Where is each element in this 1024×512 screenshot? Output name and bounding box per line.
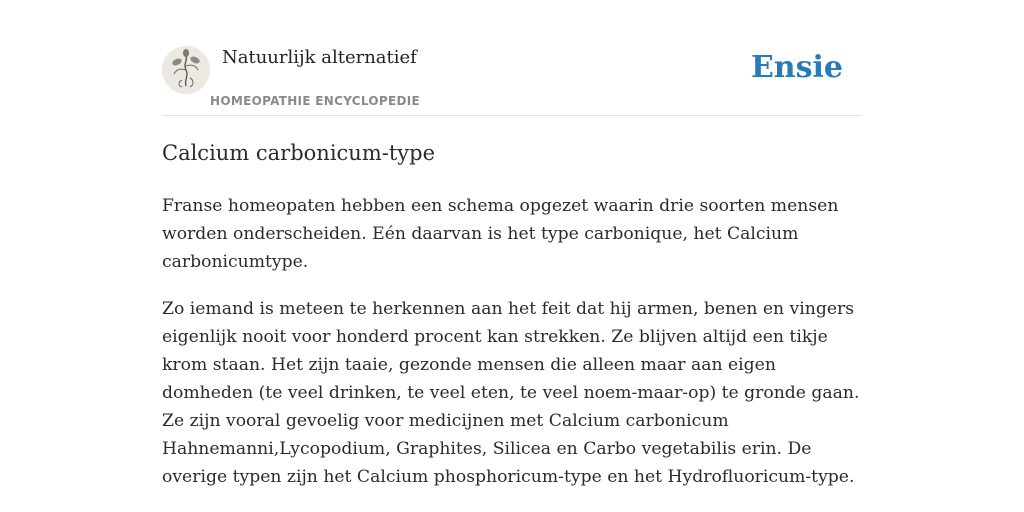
plant-illustration-icon[interactable] — [162, 46, 210, 94]
brand-logo-link[interactable]: Ensie — [750, 50, 843, 85]
site-name[interactable]: Natuurlijk alternatief — [222, 47, 417, 68]
site-header — [162, 0, 862, 116]
page-container — [162, 0, 862, 487]
article-paragraph: Zo iemand is meteen te herkennen aan het feit dat hij armen, benen en vingers eigenlijk nooit voor honderd procent kan strekken. Ze blijven altijd een tikje krom staan. Het zijn taaie, gezonde mensen die alleen maar aan eigen domheden (te veel drinken, te veel eten, te veel noem-maar-op) te gronde gaan. Ze zijn vooral gevoelig voor medicijnen met Calcium carbonicum Hahnemanni,Lycopodium, Graphites, Silicea en Carbo vegetabilis erin. De overige typen zijn het Calcium phosphoricum-type en het Hydrofluoricum-type. — [162, 299, 860, 487]
article-title: Calcium carbonicum-type — [162, 141, 436, 165]
article-paragraph: Franse homeopaten hebben een schema opgezet waarin drie soorten mensen worden onderscheiden. Eén daarvan is het type carbonique, het Calcium carbonicumtype. — [162, 196, 839, 272]
site-tagline: HOMEOPATHIE ENCYCLOPEDIE — [210, 94, 421, 108]
